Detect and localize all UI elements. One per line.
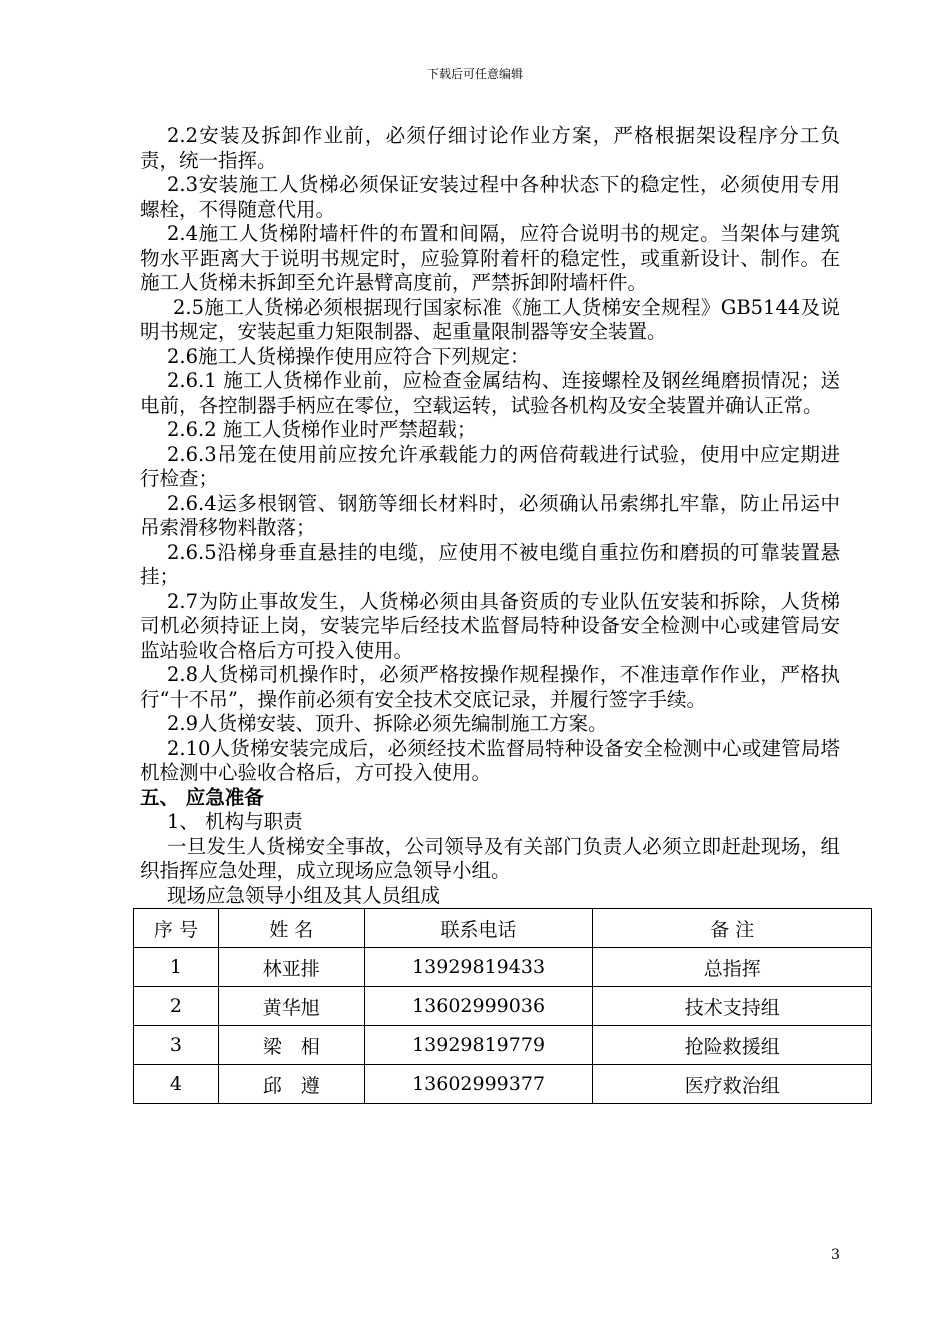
cell-no: 4 — [134, 1065, 219, 1104]
paragraph-2-2: 2.2安装及拆卸作业前，必须仔细讨论作业方案，严格根据架设程序分工负责，统一指挥。 — [140, 124, 840, 172]
cell-phone: 13602999036 — [364, 987, 593, 1026]
cell-remark: 医疗救治组 — [593, 1065, 872, 1104]
paragraph-2-6: 2.6施工人货梯操作使用应符合下列规定： — [167, 344, 530, 368]
cell-no: 2 — [134, 987, 219, 1026]
paragraph-2-10: 2.10人货梯安装完成后，必须经技术监督局特种设备安全检测中心或建管局塔机检测中心验收合格后，方可投入使用。 — [140, 736, 840, 784]
paragraph-2-6-5: 2.6.5沿梯身垂直悬挂的电缆，应使用不被电缆自重拉伤和磨损的可靠装置悬挂； — [140, 540, 840, 588]
paragraph-2-5: 2.5施工人货梯必须根据现行国家标准《施工人货梯安全规程》GB5144及说明书规定，安装起重力矩限制器、起重量限制器等安全装置。 — [140, 295, 840, 343]
table-header-row — [134, 909, 872, 948]
cell-phone: 13929819433 — [364, 948, 593, 987]
header-cell-no: 序 号 — [134, 909, 219, 948]
cell-phone: 13602999377 — [364, 1065, 593, 1104]
cell-name: 黄华旭 — [218, 987, 364, 1026]
paragraph-2-4: 2.4施工人货梯附墙杆件的布置和间隔，应符合说明书的规定。当架体与建筑物水平距离大于说明书规定时，应验算附着杆的稳定性，或重新设计、制作。在施工人货梯未拆卸至允许悬臂高度前，严禁拆卸附墙杆件。 — [140, 222, 840, 294]
paragraph-2-8: 2.8人货梯司机操作时，必须严格按操作规程操作，不准违章作作业，严格执行“十不吊”，操作前必须有安全技术交底记录，并履行签字手续。 — [140, 663, 840, 711]
header-cell-remark: 备 注 — [593, 909, 872, 948]
cell-name: 梁 相 — [218, 1026, 364, 1065]
paragraph-2-6-3: 2.6.3吊笼在使用前应按允许承载能力的两倍荷载进行试验，使用中应定期进行检查； — [140, 442, 840, 490]
page-number: 3 — [831, 1247, 840, 1263]
paragraph-2-7: 2.7为防止事故发生，人货梯必须由具备资质的专业队伍安装和拆除，人货梯司机必须持证上岗，安装完毕后经技术监督局特种设备安全检测中心或建管局安监站验收合格后方可投入使用。 — [140, 589, 840, 662]
page-header-note: 下载后可任意编辑 — [426, 67, 523, 81]
cell-phone: 13929819779 — [364, 1026, 593, 1065]
cell-remark: 技术支持组 — [593, 987, 872, 1026]
cell-no: 3 — [134, 1026, 219, 1065]
paragraph-2-6-2: 2.6.2 施工人货梯作业时严禁超载； — [167, 418, 477, 441]
section-heading: 五、 应急准备 — [140, 785, 264, 809]
table-row — [134, 987, 872, 1026]
table-caption: 现场应急领导小组及其人员组成 — [167, 883, 441, 907]
cell-no: 1 — [134, 948, 219, 987]
table-row — [134, 948, 872, 987]
document-body — [140, 124, 840, 1104]
cell-name: 邱 遵 — [218, 1065, 364, 1104]
cell-name: 林亚排 — [218, 948, 364, 987]
cell-remark: 总指挥 — [593, 948, 872, 987]
table-row — [134, 1026, 872, 1065]
emergency-team-table — [133, 908, 872, 1104]
cell-remark: 抢险救援组 — [593, 1026, 872, 1065]
table-row — [134, 1065, 872, 1104]
header-cell-phone: 联系电话 — [364, 909, 593, 948]
section-body-paragraph: 一旦发生人货梯安全事故，公司领导及有关部门负责人必须立即赶赴现场，组织指挥应急处理，成立现场应急领导小组。 — [140, 834, 840, 882]
paragraph-2-9: 2.9人货梯安装、顶升、拆除必须先编制施工方案。 — [167, 712, 608, 735]
paragraph-2-6-4: 2.6.4运多根钢管、钢筋等细长材料时，必须确认吊索绑扎牢靠，防止吊运中吊索滑移物料散落； — [140, 491, 840, 539]
subsection-heading: 1、 机构与职责 — [167, 810, 303, 833]
paragraph-2-6-1: 2.6.1 施工人货梯作业前，应检查金属结构、连接螺栓及钢丝绳磨损情况；送电前，各控制器手柄应在零位，空载运转，试验各机构及安全装置并确认正常。 — [140, 369, 840, 417]
header-cell-name: 姓 名 — [218, 909, 364, 948]
paragraph-2-3: 2.3安装施工人货梯必须保证安装过程中各种状态下的稳定性，必须使用专用螺栓，不得随意代用。 — [140, 173, 840, 221]
